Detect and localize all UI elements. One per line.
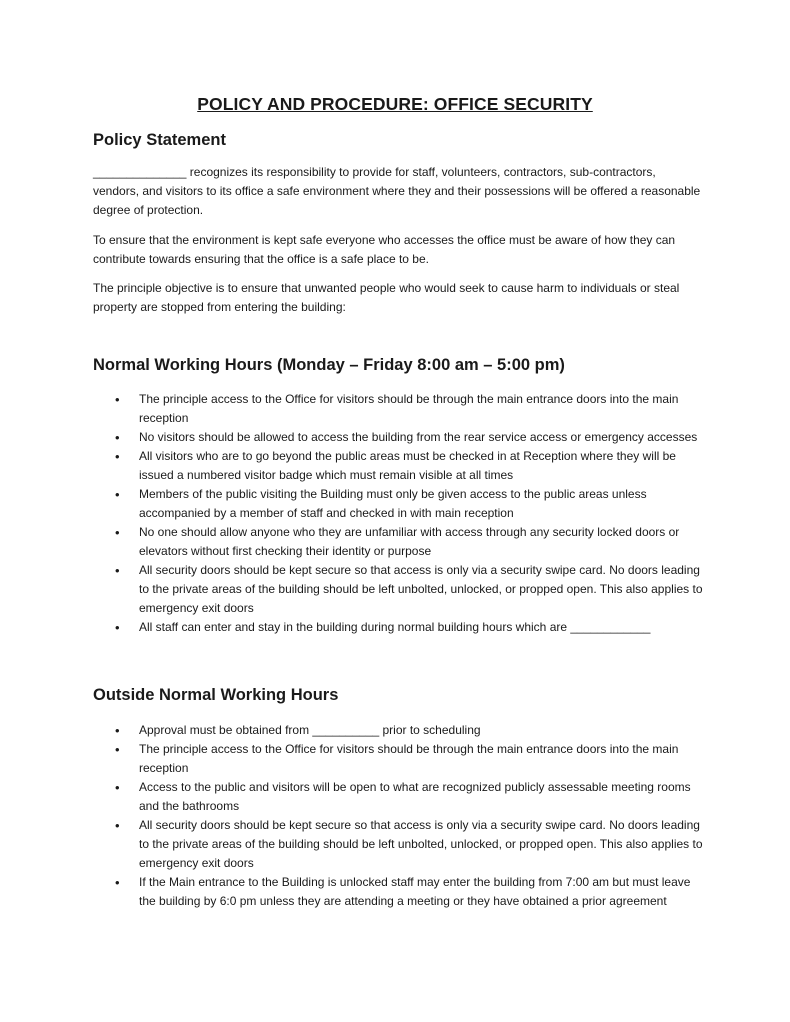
list-item: • The principle access to the Office for visitors should be through the main entrance doors into the main reception: [139, 390, 709, 428]
policy-paragraph: ______________ recognizes its responsibility to provide for staff, volunteers, contractors, sub-contractors, vendors, and visitors to its office a safe environment where they and their possessions will be offered a reasonable degree of protection.: [93, 165, 701, 217]
policy-statement-heading: Policy Statement: [93, 131, 226, 149]
list-item: • No visitors should be allowed to access the building from the rear service access or emergency accesses: [139, 428, 709, 447]
outside-hours-heading: Outside Normal Working Hours: [93, 686, 339, 704]
list-item: • All staff can enter and stay in the building during normal building hours which are ____________: [139, 618, 709, 637]
normal-hours-list: [139, 390, 709, 637]
policy-paragraph: To ensure that the environment is kept safe everyone who accesses the office must be aware of how they can contribute towards ensuring that the office is a safe place to be.: [93, 233, 676, 266]
list-item: • Members of the public visiting the Building must only be given access to the public areas unless accompanied by a member of staff and checked in with main reception: [139, 485, 709, 523]
policy-paragraph: The principle objective is to ensure that unwanted people who would seek to cause harm to individuals or steal property are stopped from entering the building:: [93, 281, 680, 314]
list-item: • All security doors should be kept secure so that access is only via a security swipe card. No doors leading to the private areas of the building should be left unbolted, unlocked, or propped open. This also applies to emergency exit doors: [139, 561, 709, 618]
list-item: • If the Main entrance to the Building is unlocked staff may enter the building from 7:00 am but must leave the building by 6:0 pm unless they are attending a meeting or they have obtained a prior agreement: [139, 873, 709, 911]
list-item: • Access to the public and visitors will be open to what are recognized publicly assessable meeting rooms and the bathrooms: [139, 778, 709, 816]
outside-hours-list: [139, 721, 709, 911]
list-item: • No one should allow anyone who they are unfamiliar with access through any security locked doors or elevators without first checking their identity or purpose: [139, 523, 709, 561]
list-item: • Approval must be obtained from __________ prior to scheduling: [139, 721, 709, 740]
list-item: • All security doors should be kept secure so that access is only via a security swipe card. No doors leading to the private areas of the building should be left unbolted, unlocked, or propped open. This also applies to emergency exit doors: [139, 816, 709, 873]
list-item: • All visitors who are to go beyond the public areas must be checked in at Reception where they will be issued a numbered visitor badge which must remain visible at all times: [139, 447, 709, 485]
document-title: POLICY AND PROCEDURE: OFFICE SECURITY: [197, 94, 593, 114]
normal-hours-heading: Normal Working Hours (Monday – Friday 8:00 am – 5:00 pm): [93, 356, 565, 374]
list-item: • The principle access to the Office for visitors should be through the main entrance doors into the main reception: [139, 740, 709, 778]
